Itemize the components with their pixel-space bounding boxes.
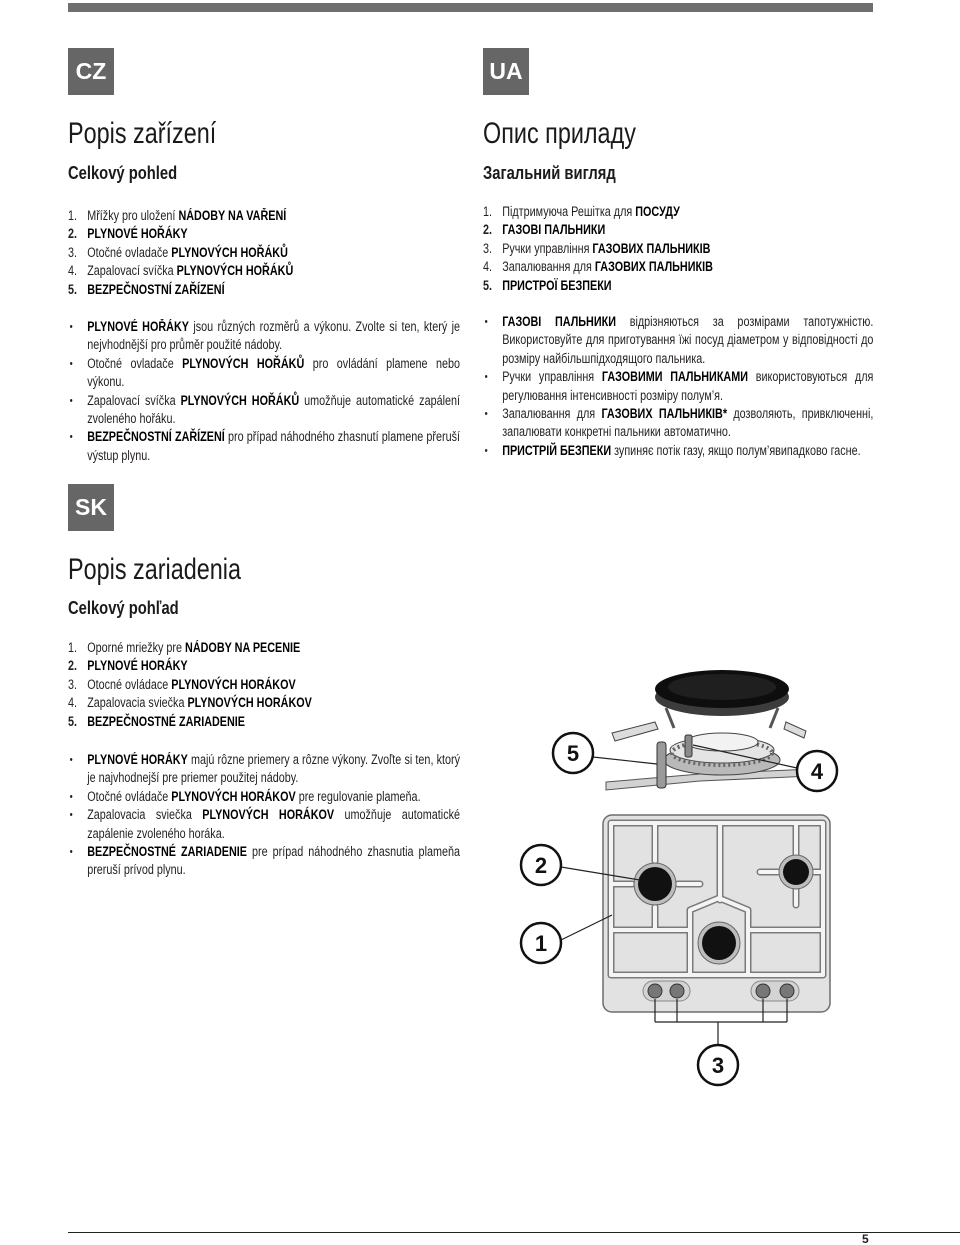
control-knob (670, 984, 684, 998)
footer-rule (68, 1232, 960, 1233)
item-number: 3. (68, 676, 78, 692)
note-text: Otočné ovladače (87, 355, 183, 371)
note-text-bold: PLYNOVÝCH HORÁKOV (202, 807, 335, 823)
item-number: 2. (483, 222, 493, 238)
pan-highlight (668, 674, 776, 700)
pan-support-finger (666, 708, 674, 728)
item-text-bold: PLYNOVÝCH HORÁKOV (187, 695, 312, 711)
note-text-bold: ГАЗОВІ ПАЛЬНИКИ (502, 314, 616, 329)
item-number: 3. (483, 240, 493, 256)
parts-list-ua (483, 203, 843, 295)
parts-list-item (483, 240, 843, 258)
item-text: Zapalovací svíčka (87, 263, 177, 279)
note-item (483, 368, 873, 405)
note-item (68, 806, 460, 843)
notes-list-ua (483, 313, 873, 460)
note-item (68, 788, 460, 806)
note-text: pro případ náhodného zhasnutí plamene přeruší výstup plynu. (87, 429, 460, 463)
parts-list-item (68, 657, 428, 675)
callout-3 (698, 1045, 738, 1085)
callout-4 (797, 751, 837, 791)
note-text: jsou různých rozměrů a výkonu. Zvolte si ten, který je nejvhodnější pro průměr použité nádoby. (87, 319, 460, 353)
callout-1 (521, 923, 561, 963)
pan-support-finger (770, 708, 778, 728)
notes-list-sk (68, 751, 460, 880)
parts-list-item (68, 281, 428, 299)
note-text-bold: PLYNOVÝCH HOŘÁKŮ (180, 392, 300, 408)
header-bar (68, 3, 873, 12)
parts-list-item (68, 676, 428, 694)
item-number: 2. (68, 658, 78, 674)
overview-subtitle-ua: Загальний вигляд (483, 163, 616, 183)
note-item (68, 843, 460, 880)
item-number: 2. (68, 226, 78, 242)
item-text-bold: PLYNOVÝCH HOŘÁKŮ (176, 263, 294, 279)
item-text-bold: BEZPEČNOSTNÍ ZAŘÍZENÍ (87, 281, 225, 297)
parts-list-item (68, 225, 428, 243)
item-text: Ручки управління (502, 240, 593, 256)
note-text: дозволяють, привключенні, запалювати конкретні пальники автоматично. (502, 406, 874, 440)
pan-support-bar (784, 722, 806, 738)
burner-left (638, 867, 672, 901)
item-text-bold: ПРИСТРОЇ БЕЗПЕКИ (502, 277, 612, 293)
note-text-bold: ГАЗОВИМИ ПАЛЬНИКАМИ (601, 369, 748, 385)
callout-number: 3 (711, 1053, 725, 1078)
note-text: umožňuje automatické zapálenie zvoleného horáka. (87, 807, 460, 841)
note-item (68, 751, 460, 788)
burner-center (702, 926, 736, 960)
parts-list-item (68, 207, 428, 225)
note-text: umožňuje automatické zapálení zvoleného hořáku. (87, 392, 460, 427)
item-text-bold: ГАЗОВІ ПАЛЬНИКИ (502, 222, 606, 238)
item-text-bold: PLYNOVÉ HORÁKY (87, 658, 188, 674)
parts-list-cz (68, 207, 428, 299)
item-text-bold: ПОСУДУ (635, 204, 680, 219)
section-title-sk: Popis zariadenia (68, 553, 242, 586)
callout-2 (521, 845, 561, 885)
note-item (68, 392, 460, 429)
item-text: Підтримуюча Решітка для (502, 204, 636, 219)
item-text-bold: NÁDOBY NA VAŘENÍ (178, 208, 287, 223)
pan-support-bar (612, 722, 658, 741)
note-text: pre prípad náhodného zhasnutia plameňa preruší prívod plynu. (87, 844, 460, 878)
parts-list-item (483, 221, 843, 239)
item-text-bold: PLYNOVÉ HOŘÁKY (87, 226, 188, 242)
parts-list-item (68, 639, 428, 657)
item-number: 4. (68, 695, 78, 711)
thermocouple (657, 742, 666, 788)
language-badge-cz: CZ (68, 48, 114, 95)
note-text-bold: PLYNOVÝCH HORÁKOV (171, 788, 296, 804)
note-text: pre regulovanie plameňa. (295, 788, 421, 804)
section-title-ua: Опис приладу (483, 117, 636, 150)
note-item (68, 355, 460, 392)
item-number: 4. (68, 263, 78, 279)
item-text-bold: ГАЗОВИХ ПАЛЬНИКІВ (592, 240, 711, 256)
item-text-bold: NÁDOBY NA PECENIE (185, 640, 301, 655)
hob-top-view (603, 815, 830, 1012)
note-item (483, 442, 873, 460)
item-text: Mřížky pro uložení (87, 208, 179, 223)
note-text-bold: PLYNOVÉ HOŘÁKY (87, 319, 189, 334)
item-text: Zapalovacia sviečka (87, 695, 188, 711)
page-number: 5 (862, 1232, 869, 1245)
notes-list-cz (68, 318, 460, 465)
language-badge-ua: UA (483, 48, 529, 95)
control-knob (756, 984, 770, 998)
callout-number: 5 (566, 741, 580, 766)
item-number: 4. (483, 259, 493, 275)
note-text: Запалювання для (502, 406, 602, 422)
item-number: 1. (483, 204, 493, 219)
item-number: 1. (68, 208, 78, 223)
callout-number: 2 (534, 853, 548, 878)
note-text-bold: BEZPEČNOSTNÍ ZAŘÍZENÍ (87, 429, 225, 445)
item-number: 5. (483, 277, 493, 293)
parts-list-sk (68, 639, 428, 731)
section-title-cz: Popis zařízení (68, 117, 217, 150)
cooktop-diagram (500, 650, 860, 1090)
note-text: Otočné ovládače (87, 788, 172, 804)
overview-subtitle-sk: Celkový pohľad (68, 598, 179, 618)
item-text-bold: PLYNOVÝCH HORÁKOV (171, 676, 296, 692)
parts-list-item (483, 258, 843, 276)
control-knob (780, 984, 794, 998)
parts-list-item (68, 262, 428, 280)
item-number: 1. (68, 640, 78, 655)
language-badge-sk: SK (68, 484, 114, 531)
note-text-bold: ГАЗОВИХ ПАЛЬНИКІВ* (601, 406, 728, 422)
note-item (68, 318, 460, 355)
parts-list-item (483, 203, 843, 221)
item-number: 3. (68, 244, 78, 260)
item-text: Otocné ovládace (87, 676, 172, 692)
note-text-bold: BEZPEČNOSTNÉ ZARIADENIE (87, 844, 248, 860)
ignition-plug (685, 735, 692, 757)
note-text: використовуються для регулювання інтенсивності розміру полум’я. (502, 369, 874, 403)
callout-number: 1 (534, 931, 548, 956)
note-text: відрізняються за розмірами тапотужністю. Використовуйте для приготування їжі посуд діаметром у відповідності до розміру найбільшпідходящого пальника. (502, 314, 874, 366)
note-text: зупиняє потік газу, якщо полум’явипадково гасне. (611, 442, 861, 458)
leader-line-5 (593, 757, 657, 764)
callout-number: 4 (810, 759, 824, 784)
item-text: Oporné mriežky pre (87, 640, 186, 655)
item-text-bold: PLYNOVÝCH HOŘÁKŮ (171, 244, 288, 260)
item-text: Otočné ovladače (87, 244, 172, 260)
note-text-bold: ПРИСТРІЙ БЕЗПЕКИ (502, 442, 612, 458)
item-number: 5. (68, 281, 78, 297)
note-text-bold: PLYNOVÉ HORÁKY (87, 752, 188, 767)
burner-cutaway (606, 670, 812, 790)
note-text: Ручки управління (502, 369, 602, 385)
item-text-bold: ГАЗОВИХ ПАЛЬНИКІВ (594, 259, 713, 275)
overview-subtitle-cz: Celkový pohled (68, 163, 178, 183)
note-item (483, 313, 873, 368)
note-item (483, 405, 873, 442)
parts-list-item (483, 277, 843, 295)
note-text-bold: PLYNOVÝCH HOŘÁKŮ (182, 355, 305, 371)
note-text: majú rôzne priemery a rôzne výkony. Zvoľte si ten, ktorý je najvhodnejší pre priemer použitej nádoby. (87, 752, 461, 786)
note-text: pro ovládání plamene nebo výkonu. (87, 355, 460, 390)
item-text: Запалювання для (502, 259, 595, 275)
parts-list-item (68, 713, 428, 731)
control-knob (648, 984, 662, 998)
parts-list-item (68, 694, 428, 712)
note-text: Zapalovacia sviečka (87, 807, 203, 823)
burner-right (783, 859, 809, 885)
note-item (68, 428, 460, 465)
item-text-bold: BEZPEČNOSTNÉ ZARIADENIE (87, 713, 246, 729)
parts-list-item (68, 244, 428, 262)
callout-5 (553, 733, 593, 773)
note-text: Zapalovací svíčka (87, 392, 181, 408)
burner-cap (686, 733, 758, 751)
item-number: 5. (68, 713, 78, 729)
